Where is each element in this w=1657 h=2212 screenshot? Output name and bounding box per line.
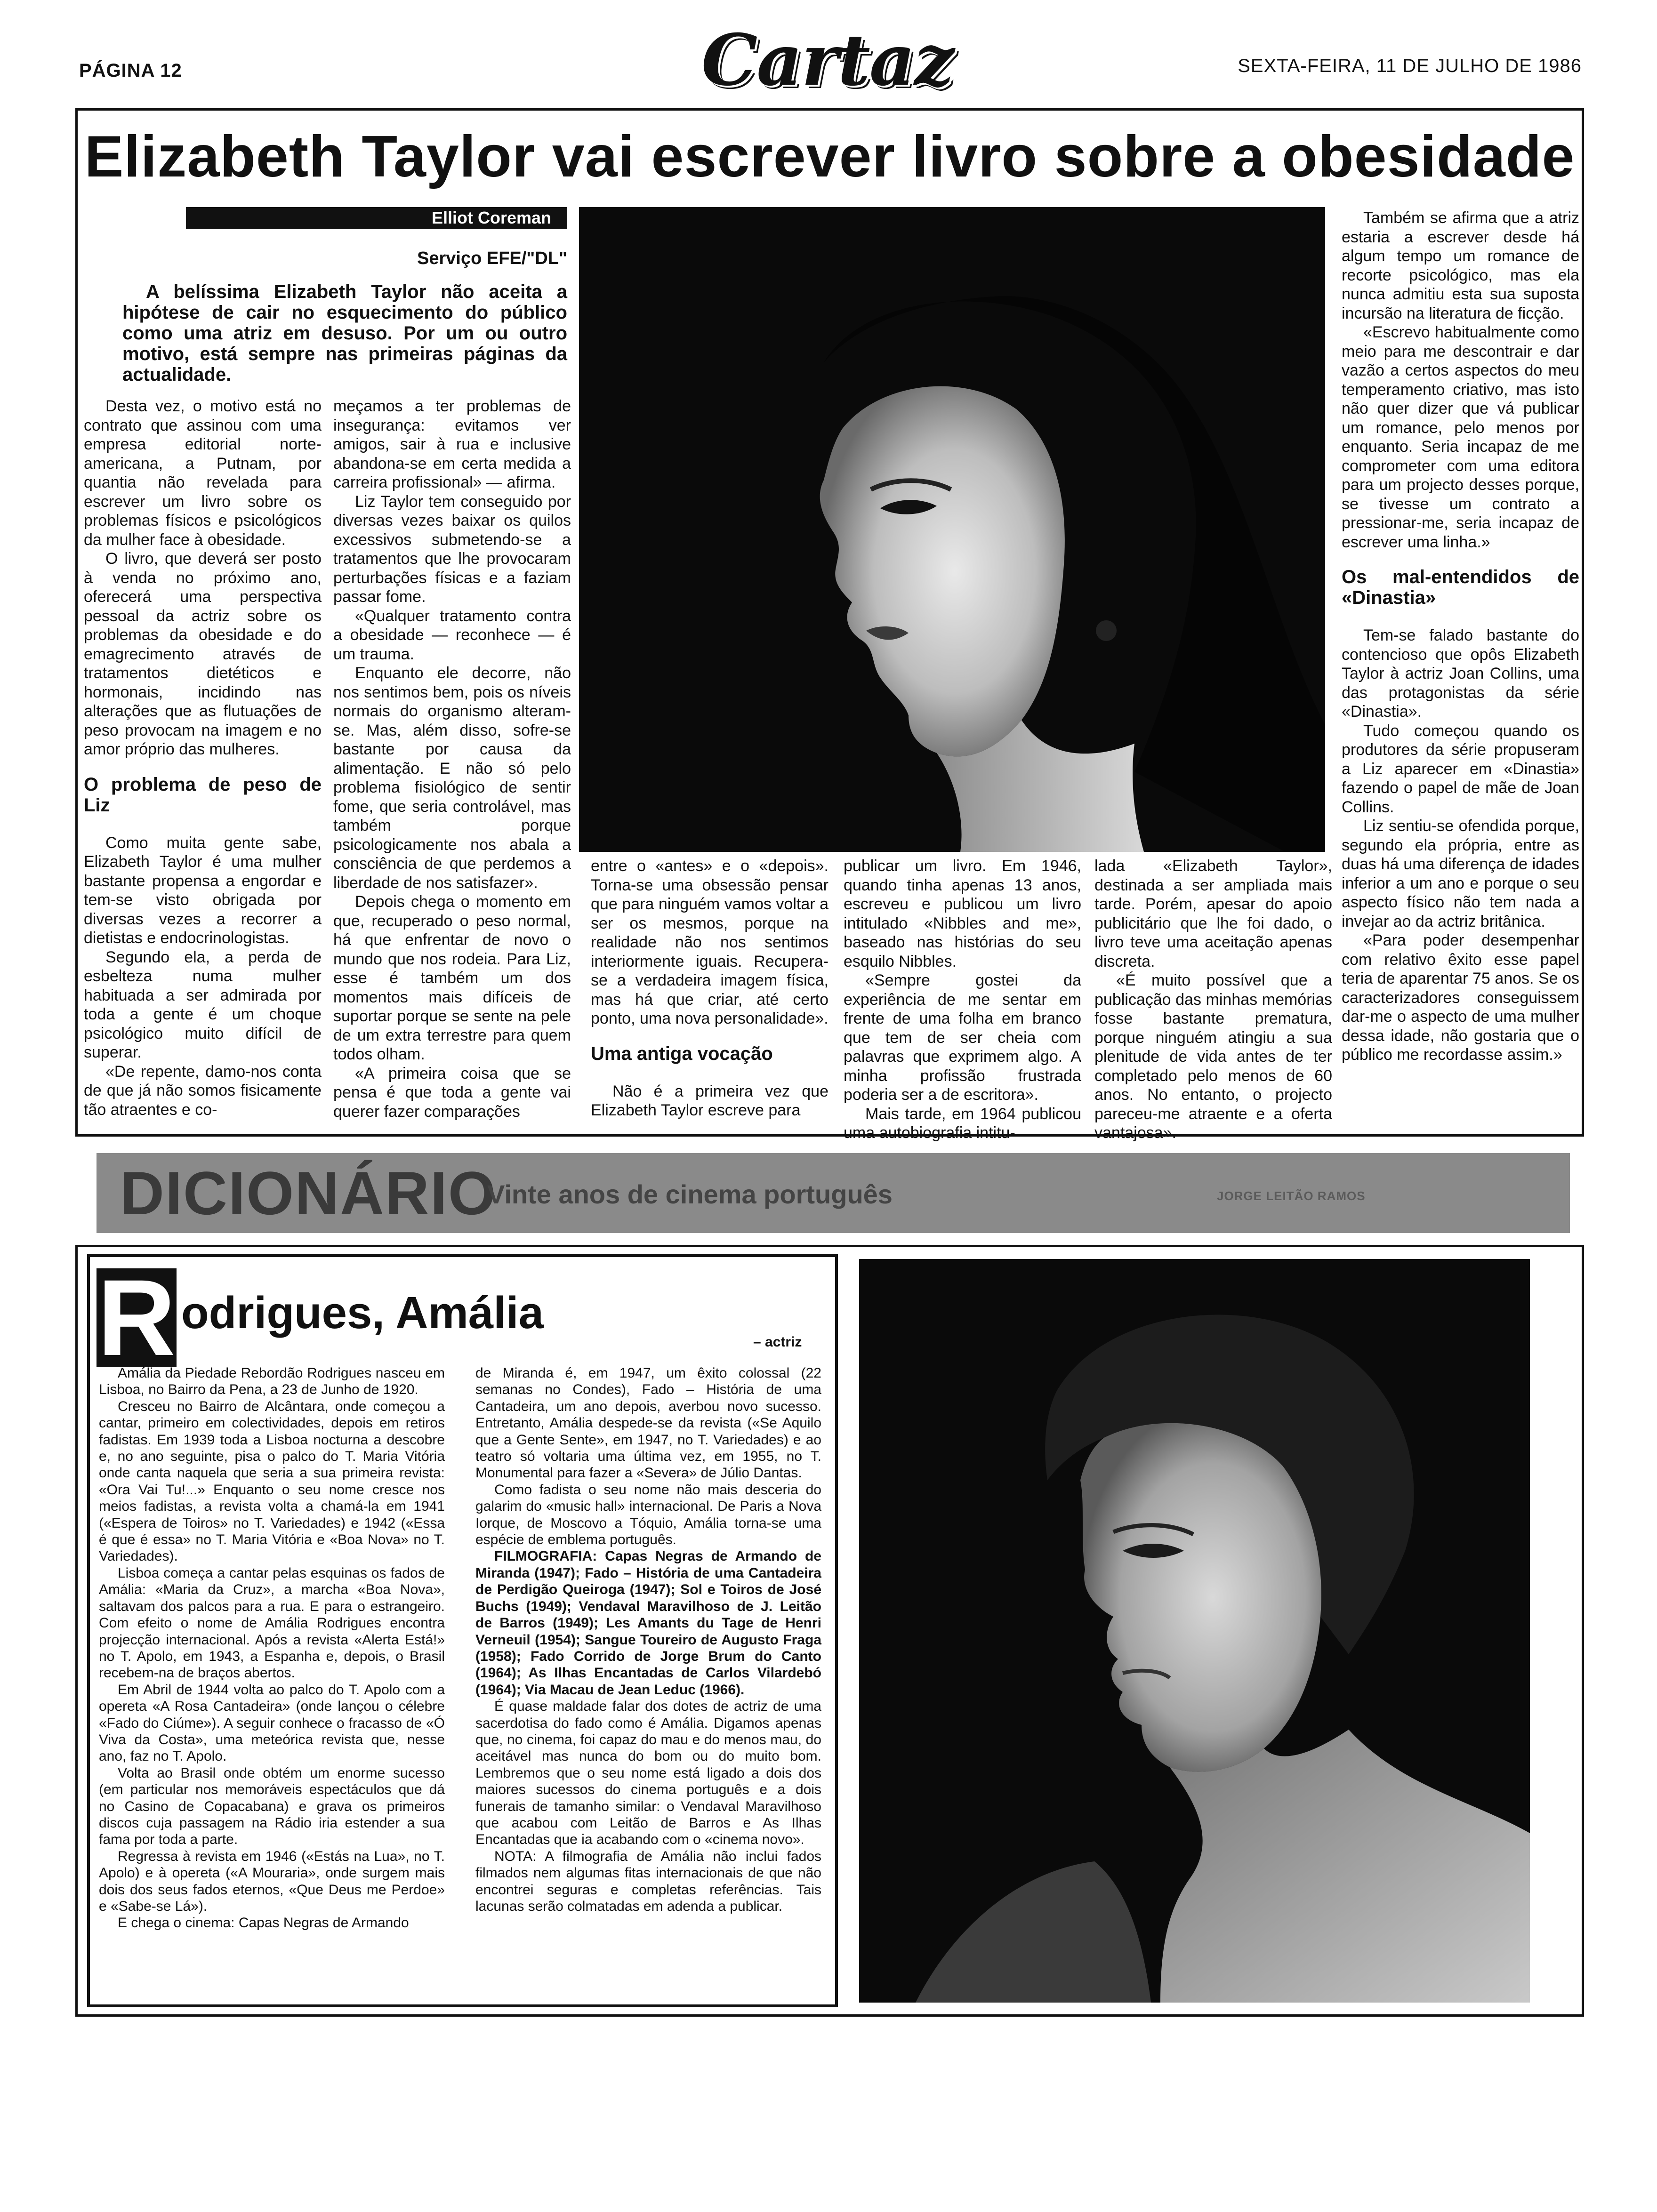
- paragraph: Tem-se falado bastante do contencioso que opôs Elizabeth Taylor à actriz Joan Collins, uma das protagonistas da série «Dinastia».: [1342, 626, 1579, 721]
- issue-date: SEXTA-FEIRA, 11 DE JULHO DE 1986: [1238, 56, 1582, 76]
- paragraph: Enquanto ele decorre, não nos sentimos bem, pois os níveis normais do organismo alteram-se. Mas, além disso, sofre-se bastante por causa da alimentação. E não só pelo problema fisiológico de sentir fome, que seria controlável, mas também porque psicologicamente nos abala a consciência de que perdemos a liberdade de nos satisfazer».: [333, 664, 571, 892]
- paragraph: Amália da Piedade Rebordão Rodrigues nasceu em Lisboa, no Bairro da Pena, a 23 de Junho de 1920.: [99, 1365, 445, 1398]
- subheading: Uma antiga vocação: [591, 1043, 773, 1064]
- paragraph: Desta vez, o motivo está no contrato que assinou com uma empresa editorial norte-americana, a Putnam, por quantia não revelada para escrever um livro sobre os problemas físicos e psicológicos da mulher face à obesidade.: [84, 397, 322, 549]
- paragraph: Liz sentiu-se ofendida porque, segundo ela própria, entre as duas há uma diferença de idades inferior a um ano e porque o seu aspecto físico não tem nada a invejar ao da actriz britânica.: [1342, 817, 1579, 930]
- article-column-3: [591, 857, 828, 1120]
- article-lead: A belíssima Elizabeth Taylor não aceita a hipótese de cair no esquecimento do público como uma atriz em desuso. Por um ou outro motivo, está sempre nas primeiras páginas da actualidade.: [122, 281, 567, 385]
- paragraph: Como fadista o seu nome não mais desceria do galarim do «music hall» internacional. De Paris a Nova Iorque, de Moscovo a Tóquio, Amália torna-se uma espécie de emblema português.: [475, 1482, 821, 1548]
- entry-role: – actriz: [753, 1334, 802, 1350]
- paragraph: lada «Elizabeth Taylor», destinada a ser ampliada mais tarde. Porém, apesar do apoio publicitário que lhe foi dado, o livro teve uma aceitação apenas discreta.: [1094, 857, 1332, 970]
- news-agency: Serviço EFE/"DL": [417, 248, 567, 268]
- paragraph: Como muita gente sabe, Elizabeth Taylor é uma mulher bastante propensa a engordar e tem-se visto obrigada por diversas vezes a recorrer a dietistas e endocrinologistas.: [84, 834, 322, 947]
- paragraph: «Qualquer tratamento contra a obesidade — reconhece — é um trauma.: [333, 607, 571, 663]
- entry-column-right: [475, 1365, 821, 1915]
- note: NOTA: A filmografia de Amália não inclui fados filmados nem algumas fitas internacionais de que não encontrei seguras e completas referências. Tais lacunas serão colmatadas em adenda a publicar.: [475, 1848, 821, 1914]
- article-column-4: [844, 857, 1081, 1143]
- paragraph: Também se afirma que a atriz estaria a escrever desde há algum tempo um romance de recorte psicológico, mas ela nunca admitiu esta sua suposta incursão na literatura de ficção.: [1342, 209, 1579, 322]
- paragraph: «Sempre gostei da experiência de me sentar em frente de uma folha em branco que tem de ser cheia com palavras que exprimem algo. A minha profissão frustrada poderia ser a de escritora».: [844, 971, 1081, 1104]
- filmography: FILMOGRAFIA: Capas Negras de Armando de Miranda (1947); Fado – História de uma Cantadeira de Perdigão Queiroga (1947); Sol e Toiros de José Buchs (1949); Vendaval Maravilhoso de J. Leitão de Barros (1949); Les Amants du Tage de Henri Verneuil (1954); Sangue Toureiro de Augusto Fraga (1958); Fado Corrido de Jorge Brum do Canto (1964); As Ilhas Encantadas de Carlos Vilardebó (1964); Via Macau de Jean Leduc (1966).: [475, 1548, 821, 1698]
- paragraph: publicar um livro. Em 1946, quando tinha apenas 13 anos, escreveu e publicou um livro intitulado «Nibbles and me», baseado nas histórias do seu esquilo Nibbles.: [844, 857, 1081, 970]
- paragraph: Liz Taylor tem conseguido por diversas vezes baixar os quilos excessivos submetendo-se a tratamentos que lhe provocaram perturbações físicas e a faziam passar fome.: [333, 492, 571, 606]
- entry-column-left: [99, 1365, 445, 1931]
- paragraph: Lisboa começa a cantar pelas esquinas os fados de Amália: «Maria da Cruz», a marcha «Boa Nova», saltavam dos palcos para a rua. E para o estrangeiro. Com efeito o nome de Amália Rodrigues encontra projecção internacional. Após a revista «Alerta Está!» no T. Apolo, em 1943, a Espanha e, depois, o Brasil recebem-na de braços abertos.: [99, 1565, 445, 1681]
- byline: Elliot Coreman: [186, 207, 567, 229]
- paragraph: Em Abril de 1944 volta ao palco do T. Apolo com a opereta «A Rosa Cantadeira» (onde lançou o célebre «Fado do Ciúme»). A seguir conhece o fracasso de «Ó Viva da Costa», uma meteórica revista que, nesse ano, faz no T. Apolo.: [99, 1682, 445, 1764]
- paragraph: O livro, que deverá ser posto à venda no próximo ano, oferecerá uma perspectiva pessoal da actriz sobre os problemas da obesidade e do emagrecimento através de tratamentos dietéticos e hormonais, incidindo nas alterações que as flutuações de peso provocam na imagem e no amor próprio das mulheres.: [84, 550, 322, 758]
- paragraph: «É muito possível que a publicação das minhas memórias fosse bastante prematura, porque ninguém atingiu a sua plenitude de vida antes de ter completado pelo menos de 60 anos. No entanto, o projecto pareceu-me atraente e a oferta vantajosa».: [1094, 971, 1332, 1142]
- paragraph: Não é a primeira vez que Elizabeth Taylor escreve para: [591, 1082, 828, 1119]
- paragraph: «De repente, damo-nos conta de que já não somos fisicamente tão atraentes e co-: [84, 1062, 322, 1119]
- dictionary-author: JORGE LEITÃO RAMOS: [1217, 1189, 1366, 1203]
- paragraph: Cresceu no Bairro de Alcântara, onde começou a cantar, primeiro em colectividades, depois em retiros fadistas. Em 1939 toda a Lisboa nocturna a descobre e, no ano seguinte, pisa o palco do T. Maria Vitória onde canta naquela que seria a sua primeira revista: «Ora Vai Tu!...» Enquanto o seu nome cresce nos meios fadistas, a revista volta a chamá-la em 1941 («Espera de Toiros» no T. Variedades) e 1942 («Essa é que é essa» no T. Maria Vitória e «Boa Nova» no T. Variedades).: [99, 1398, 445, 1564]
- elizabeth-taylor-photo: [579, 207, 1325, 852]
- paragraph: É quase maldade falar dos dotes de actriz de uma sacerdotisa do fado como é Amália. Digamos apenas que, no cinema, foi capaz do mau e do menos mau, do aceitável mas nunca do bom ou do muito bom. Lembremos que o seu nome está ligado a dois dos maiores sucessos do cinema português e a dois funerais de tamanho similar: o Vendaval Maravilhoso que acabou com Leitão de Barros e As Ilhas Encantadas que ia acabando com o «cinema novo».: [475, 1699, 821, 1848]
- paragraph: de Miranda é, em 1947, um êxito colossal (22 semanas no Condes), Fado – História de uma Cantadeira, um ano depois, averbou novo sucesso. Entretanto, Amália despede-se da revista («Se Aquilo que a Gente Sente», em 1947, no T. Variedades) e ao teatro só voltaria uma última vez, em 1955, no T. Monumental para fazer a «Severa» de Júlio Dantas.: [475, 1365, 821, 1481]
- entry-title: odrigues, Amália: [181, 1288, 544, 1338]
- paragraph: «Escrevo habitualmente como meio para me descontrair e dar vazão a certos aspectos do meu temperamento criativo, mas isto não quer dizer que vá publicar um romance, pelo menos por enquanto. Seria incapaz de me comprometer com uma editora para um projecto desses porque, se tivesse um contrato a pressionar-me, seria incapaz de escrever uma linha.»: [1342, 323, 1579, 551]
- cartaz-logo: Cartaz: [701, 19, 954, 102]
- article-column-2: [333, 397, 571, 1121]
- drop-cap: R: [97, 1257, 176, 1378]
- page-number: PÁGINA 12: [79, 60, 182, 81]
- paragraph: Regressa à revista em 1946 («Estás na Lua», no T. Apolo) e à opereta («A Mouraria», onde surgem mais dois dos seus fados eternos, «Que Deus me Perdoe» e «Sabe-se Lá»).: [99, 1848, 445, 1914]
- dictionary-title: DICIONÁRIO: [120, 1159, 497, 1227]
- dictionary-banner: [97, 1153, 1570, 1233]
- paragraph: Volta ao Brasil onde obtém um enorme sucesso (em particular nos memoráveis espectáculos que dá no Casino de Copacabana) e grava os primeiros discos cuja passagem na Rádio iria estender a sua fama por toda a parte.: [99, 1765, 445, 1848]
- paragraph: Depois chega o momento em que, recuperado o peso normal, há que enfrentar de novo o mundo que nos rodeia. Para Liz, esse é também um dos momentos mais difíceis de suportar porque se sente na pele de um extra terrestre para quem todos olham.: [333, 893, 571, 1063]
- dictionary-subtitle: Vinte anos de cinema português: [487, 1179, 893, 1209]
- amalia-rodrigues-photo: [859, 1259, 1530, 2003]
- subheading: O problema de peso de Liz: [84, 774, 322, 816]
- paragraph: «A primeira coisa que se pensa é que toda a gente vai querer fazer comparações: [333, 1064, 571, 1121]
- article-column-5: [1094, 857, 1332, 1143]
- portrait-image: [579, 207, 1325, 852]
- paragraph: entre o «antes» e o «depois». Torna-se uma obsessão pensar que para ninguém vamos voltar a ser os mesmos, porque na realidade não nos sentimos interiormente iguais. Recupera-se a verdadeira imagem física, mas há que criar, até certo ponto, uma nova personalidade».: [591, 857, 828, 1027]
- article-column-1: [84, 397, 322, 1119]
- paragraph: Mais tarde, em 1964 publicou uma autobiografia intitu-: [844, 1105, 1081, 1142]
- paragraph: «Para poder desempenhar com relativo êxito esse papel teria de aparentar 75 anos. Se os caracterizadores conseguissem dar-me o aspecto de uma mulher dessa idade, não gostaria que o público me recordasse assim.»: [1342, 931, 1579, 1064]
- paragraph: Tudo começou quando os produtores da série propuseram a Liz aparecer em «Dinastia» fazendo o papel de mãe de Joan Collins.: [1342, 721, 1579, 816]
- subheading: Os mal-entendidos de «Dinastia»: [1342, 567, 1579, 608]
- paragraph: meçamos a ter problemas de insegurança: evitamos ver amigos, sair à rua e inclusive abandona-se em certa medida a carreira profissional» — afirma.: [333, 397, 571, 491]
- paragraph: E chega o cinema: Capas Negras de Armando: [118, 1915, 409, 1931]
- portrait-image: [859, 1259, 1530, 2003]
- article-headline: Elizabeth Taylor vai escrever livro sobre a obesidade: [84, 124, 1575, 189]
- article-column-6: [1342, 208, 1579, 1065]
- paragraph: Segundo ela, a perda de esbelteza numa mulher habituada a ser admirada por toda a gente é um choque psicológico muito difícil de superar.: [84, 948, 322, 1061]
